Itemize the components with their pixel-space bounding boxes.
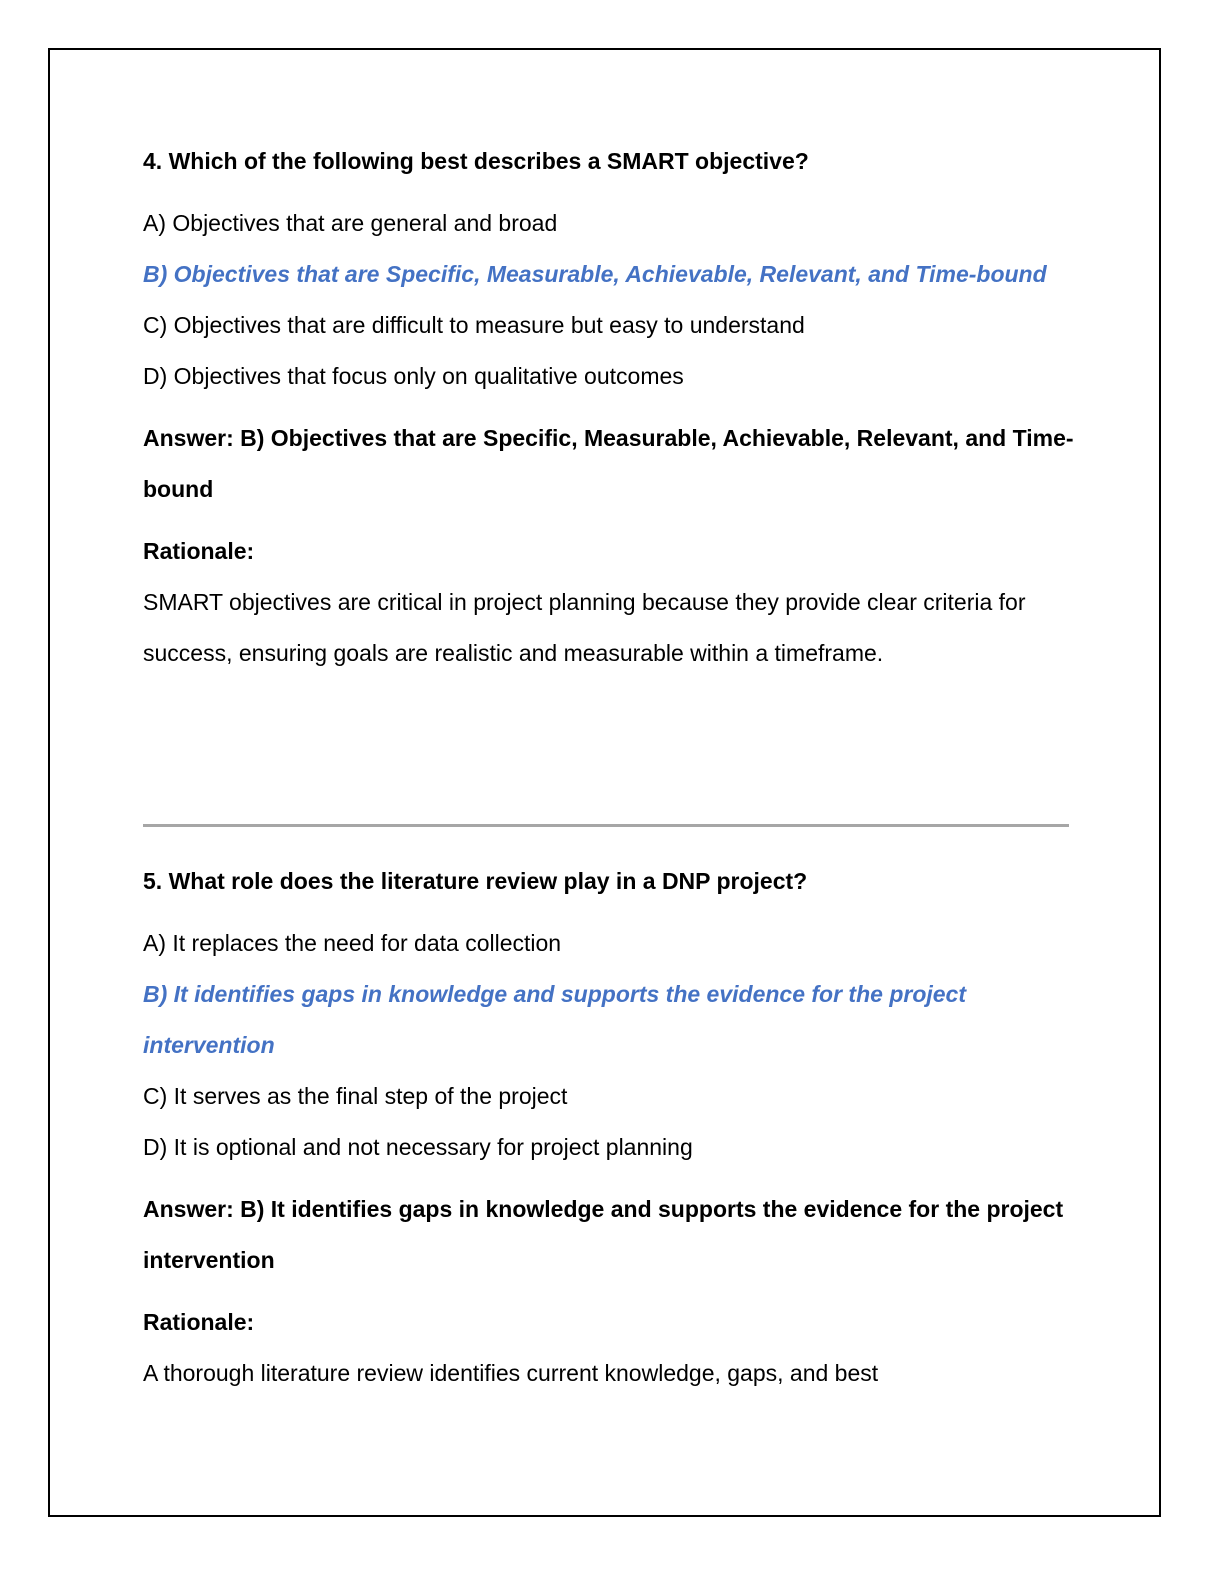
rationale-text: A thorough literature review identifies current knowledge, gaps, and best (143, 1360, 879, 1386)
rationale-title: Rationale: (143, 538, 255, 564)
option-b-correct: B) It identifies gaps in knowledge and supports the evidence for the project intervention (143, 981, 967, 1058)
option-a: A) It replaces the need for data collection (143, 930, 562, 956)
section-divider (143, 824, 1069, 827)
rationale-text: SMART objectives are critical in project planning because they provide clear criteria for success, ensuring goals are realistic and measurable within a timeframe. (143, 589, 1026, 666)
question-title: 4. Which of the following best describes a SMART objective? (143, 148, 809, 174)
question-block-4 (143, 136, 1083, 679)
answer: Answer: B) Objectives that are Specific, Measurable, Achievable, Relevant, and Time-bound (143, 425, 1074, 502)
option-a: A) Objectives that are general and broad (143, 210, 558, 236)
option-b-correct: B) Objectives that are Specific, Measurable, Achievable, Relevant, and Time-bound (143, 261, 1047, 287)
option-c: C) Objectives that are difficult to measure but easy to understand (143, 312, 805, 338)
option-d: D) Objectives that focus only on qualitative outcomes (143, 363, 684, 389)
option-c: C) It serves as the final step of the project (143, 1083, 568, 1109)
option-d: D) It is optional and not necessary for project planning (143, 1134, 693, 1160)
question-title: 5. What role does the literature review play in a DNP project? (143, 868, 808, 894)
answer: Answer: B) It identifies gaps in knowledge and supports the evidence for the project intervention (143, 1196, 1064, 1273)
rationale-title: Rationale: (143, 1309, 255, 1335)
question-block-5 (143, 856, 1083, 1399)
